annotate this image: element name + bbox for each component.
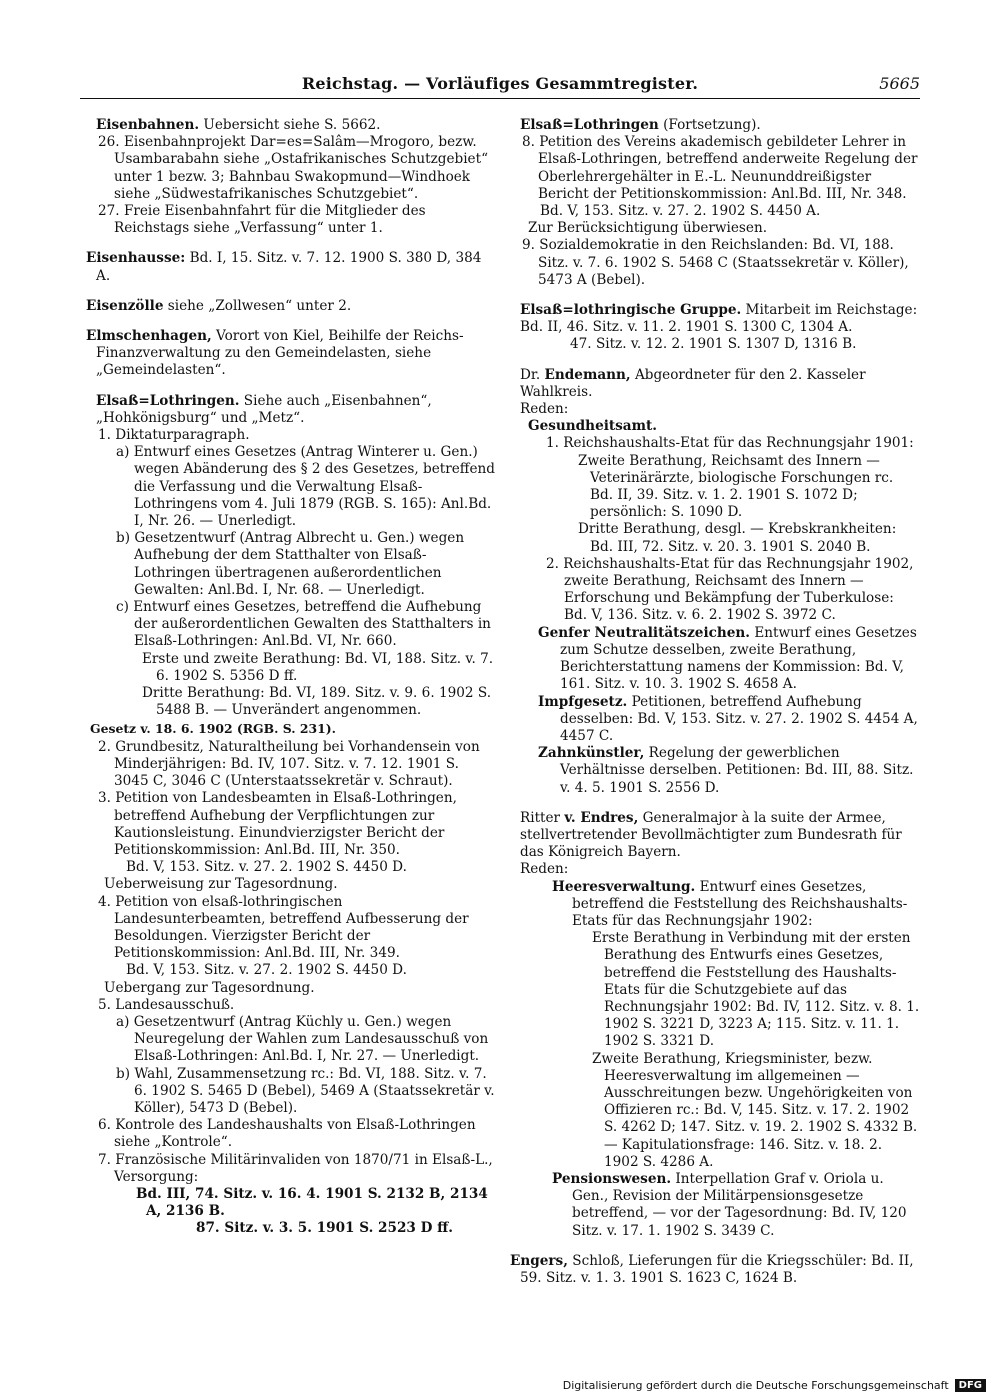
list-item: Bd. III, 74. Sitz. v. 16. 4. 1901 S. 2132 B, 2134 A, 2136 B. (136, 1185, 488, 1220)
list-item: 27. Freie Eisenbahnfahrt für die Mitglieder des Reichstags siehe „Verfassung“ unter 1. (98, 203, 426, 237)
entry-text: Uebersicht siehe S. 5662. (199, 117, 381, 133)
speeches-label: Reden: (520, 861, 569, 878)
list-item: Zweite Berathung, Kriegsminister, bezw. Heeresverwaltung im allgemeinen — Ausschreitungen bezw. Ungehörigkeiten von Offizieren rc.: Bd. V, 145. Sitz. v. 17. 2. 1902 S. 4262 D; 147. Sitz. v. 19. 2. 1902 S. 4332 B. — Kapitulationsfrage: 146. Sitz. v. 18. 2. 1902 S. 4286 A. (592, 1050, 918, 1170)
digitization-footer (563, 1379, 986, 1392)
list-item: 4. Petition von elsaß-lothringischen Landesunterbeamten, betreffend Aufbesserung der Besoldungen. Vierzigster Bericht der Petitionskommission: Anl.Bd. III, Nr. 349. (98, 893, 469, 962)
list-item: 87. Sitz. v. 3. 5. 1901 S. 2523 D ff. (196, 1220, 454, 1237)
entry-keyword: v. Endres, (564, 809, 639, 826)
list-item: Bd. V, 153. Sitz. v. 27. 2. 1902 S. 4450 A. (540, 203, 821, 220)
page-number: 5665 (879, 74, 920, 93)
list-item: a) Gesetzentwurf (Antrag Küchly u. Gen.) wegen Neuregelung der Wahlen zum Landesausschuß von Elsaß-Lothringen: Anl.Bd. I, Nr. 27. — Unerledigt. (116, 1013, 489, 1065)
list-item: 8. Petition des Vereins akademisch gebildeter Lehrer in Elsaß-Lothringen, betreffend anderweite Regelung der Oberlehrergehälter in E.-L. Neununddreißigster Bericht der Petitionskommission: Anl.Bd. III, Nr. 348. (522, 134, 918, 202)
entry-text: Bd. I, 15. Sitz. v. 7. 12. 1900 S. 380 D, 384 A. (96, 250, 482, 284)
entry-text: siehe „Zollwesen“ unter 2. (163, 297, 352, 314)
list-item: Erste Berathung in Verbindung mit der ersten Berathung des Entwurfs eines Gesetzes, betreffend die Feststellung des Haushalts-Etats für die Schutzgebiete auf das Rechnungsjahr 1902: Bd. IV, 112. Sitz. v. 8. 1. 1902 S. 3221 D, 3223 A; 115. Sitz. v. 11. 1. 1902 S. 3321 D. (592, 930, 920, 1050)
page-header (80, 74, 920, 98)
entry-elsass-lothringen-cont (510, 117, 920, 289)
subject-text: Entwurf eines Gesetzes, betreffend die Feststellung des Reichshaushalts-Etats für das Rechnungsjahr 1902: (572, 878, 908, 929)
entry-eisenbahnen (86, 117, 496, 237)
entry-keyword: Elmschenhagen, (86, 328, 212, 345)
list-item (520, 879, 920, 931)
list-item (520, 1171, 920, 1240)
subject-keyword: Zahnkünstler, (538, 745, 645, 762)
entry-keyword: Endemann, (544, 366, 631, 383)
list-item: c) Entwurf eines Gesetzes, betreffend die Aufhebung der außerordentlichen Gewalten des Statthalters in Elsaß-Lothringen: Anl.Bd. VI, Nr. 660. (116, 599, 491, 650)
list-item: b) Gesetzentwurf (Antrag Albrecht u. Gen.) wegen Aufhebung der dem Statthalter von Elsaß-Lothringen übertragenen außerordentlichen Gewalten: Anl.Bd. I, Nr. 68. — Unerledigt. (116, 530, 465, 598)
list-item: a) Entwurf eines Gesetzes (Antrag Winterer u. Gen.) wegen Abänderung des § 2 des Gesetzes, betreffend die Verfassung und die Verwaltung Elsaß-Lothringens vom 4. Juli 1879 (RGB. S. 165): Anl.Bd. I, Nr. 26. — Unerledigt. (116, 444, 495, 530)
entry-keyword: Elsaß=Lothringen. (96, 392, 240, 409)
law-reference: Gesetz v. 18. 6. 1902 (RGB. S. 231). (90, 720, 336, 736)
list-item: 5. Landesausschuß. (98, 996, 235, 1013)
list-item: b) Wahl, Zusammensetzung rc.: Bd. VI, 188. Sitz. v. 7. 6. 1902 S. 5465 D (Bebel), 5469 A (Staatssekretär v. Köller), 5473 D (Bebel). (116, 1065, 495, 1116)
list-item: Uebergang zur Tagesordnung. (104, 979, 315, 996)
entry-prefix: Dr. (520, 366, 545, 383)
list-item: 6. Kontrole des Landeshaushalts von Elsaß-Lothringen siehe „Kontrole“. (98, 1117, 476, 1151)
list-item: Zur Berücksichtigung überwiesen. (528, 220, 768, 237)
list-item: Erste und zweite Berathung: Bd. VI, 188. Sitz. v. 7. 6. 1902 S. 5356 D ff. (142, 650, 494, 684)
entry-elmschenhagen (86, 328, 496, 380)
entry-prefix: Ritter (520, 809, 565, 826)
entry-keyword: Eisenzölle (86, 297, 164, 314)
speeches-label: Reden: (520, 401, 569, 418)
list-item: Zweite Berathung, Reichsamt des Innern — Veterinärärzte, biologische Forschungen rc. Bd. II, 39. Sitz. v. 1. 2. 1901 S. 1072 D; persönlich: S. 1090 D. (578, 452, 894, 521)
entry-text: Mitarbeit im Reichstage: (741, 302, 918, 319)
list-item (520, 625, 920, 694)
entry-text: (Fortsetzung). (658, 117, 761, 133)
list-item: 1. Diktaturparagraph. (98, 427, 250, 444)
list-item: Bd. II, 46. Sitz. v. 11. 2. 1901 S. 1300 C, 1304 A. (520, 319, 853, 336)
list-item: 47. Sitz. v. 12. 2. 1901 S. 1307 D, 1316 B. (570, 336, 857, 353)
list-item: 2. Reichshaushalts-Etat für das Rechnungsjahr 1902, zweite Berathung, Reichsamt des Innern — Erforschung und Bekämpfung der Tuberkulose: Bd. V, 136. Sitz. v. 6. 2. 1902 S. 3972 C. (546, 555, 914, 624)
page-title: Reichstag. — Vorläufiges Gesammtregister. (301, 74, 699, 93)
entry-endemann (510, 367, 920, 797)
entry-text: Abgeordneter für den 2. Kasseler Wahlkreis. (520, 366, 866, 400)
entry-engers (510, 1253, 920, 1287)
subject-text: Interpellation Graf v. Oriola u. Gen., Revision der Militärpensionsgesetze betreffend, — vor der Tagesordnung: Bd. IV, 120 Sitz. v. 17. 1. 1902 S. 3439 C. (572, 1170, 907, 1239)
subject-keyword: Impfgesetz. (538, 693, 628, 710)
list-item: 7. Französische Militärinvaliden von 1870/71 in Elsaß-L., Versorgung: (98, 1151, 493, 1185)
list-item: Bd. V, 153. Sitz. v. 27. 2. 1902 S. 4450 D. (126, 962, 407, 979)
subject-keyword: Heeresverwaltung. (552, 878, 696, 895)
list-item: Dritte Berathung, desgl. — Krebskrankheiten: Bd. III, 72. Sitz. v. 20. 3. 1901 S. 2040 B. (578, 521, 897, 555)
subject-keyword: Genfer Neutralitätszeichen. (538, 624, 751, 641)
list-item: 1. Reichshaushalts-Etat für das Rechnungsjahr 1901: (546, 435, 914, 452)
entry-text: Siehe auch „Eisenbahnen“, „Hohkönigsburg“ und „Metz“. (96, 392, 432, 426)
entry-text: Generalmajor à la suite der Armee, stellvertretender Bevollmächtigter zum Bundesrath für das Königreich Bayern. (520, 809, 902, 861)
list-item: 26. Eisenbahnprojekt Dar=es=Salâm—Mrogoro, bezw. Usambarabahn siehe „Ostafrikanisches Schutzgebiet“ unter 1 bezw. 3; Bahnbau Swakopmund—Windhoek siehe „Südwestafrikanisches Schutzgebiet“. (98, 134, 489, 202)
list-item: Ueberweisung zur Tagesordnung. (104, 876, 338, 893)
list-item: 2. Grundbesitz, Naturaltheilung bei Vorhandensein von Minderjährigen: Bd. IV, 107. Sitz. v. 7. 12. 1901 S. 3045 C, 3046 C (Unterstaatssekretär v. Schraut). (98, 738, 480, 790)
left-column (86, 117, 496, 1251)
list-item: 3. Petition von Landesbeamten in Elsaß-Lothringen, betreffend Aufhebung der Verpflichtungen zur Kautionsleistung. Einundvierzigster Bericht der Petitionskommission: Anl.Bd. III, Nr. 350. (98, 790, 457, 858)
entry-keyword: Eisenbahnen. (96, 117, 200, 133)
header-rule (80, 98, 920, 99)
dfg-logo: DFG (955, 1379, 986, 1392)
entry-elsass-lothringen (86, 393, 496, 1238)
entry-eisenzoelle (86, 298, 496, 315)
entry-keyword: Elsaß=lothringische Gruppe. (520, 302, 742, 319)
subject-text: Regelung der gewerblichen Verhältnisse derselben. Petitionen: Bd. III, 88. Sitz. v. 4. 5. 1901 S. 2556 D. (560, 745, 914, 796)
list-item (520, 694, 920, 746)
subject-text: Petitionen, betreffend Aufhebung desselben: Bd. V, 153. Sitz. v. 27. 2. 1902 S. 4454 A, 4457 C. (560, 693, 918, 744)
entry-keyword: Elsaß=Lothringen (520, 117, 659, 133)
entry-text: Vorort von Kiel, Beihilfe der Reichs-Finanzverwaltung zu den Gemeindelasten, siehe „Gemeindelasten“. (96, 328, 464, 379)
subject-keyword: Pensionswesen. (552, 1170, 672, 1187)
list-item: 9. Sozialdemokratie in den Reichslanden: Bd. VI, 188. Sitz. v. 7. 6. 1902 S. 5468 C (Staatssekretär v. Köller), 5473 A (Bebel). (522, 237, 909, 288)
right-column (510, 117, 920, 1300)
entry-text: Schloß, Lieferungen für die Kriegsschüler: Bd. II, 59. Sitz. v. 1. 3. 1901 S. 1623 C, 1624 B. (520, 1252, 914, 1286)
entry-endres (510, 810, 920, 1240)
entry-keyword: Eisenhausse: (86, 250, 186, 267)
entry-keyword: Engers, (510, 1252, 568, 1269)
subject-text: Entwurf eines Gesetzes zum Schutze desselben, zweite Berathung, Berichterstattung namens der Kommission: Bd. V, 161. Sitz. v. 10. 3. 1902 S. 4658 A. (560, 624, 917, 693)
entry-eisenhausse (86, 250, 496, 284)
subject-heading: Gesundheitsamt. (528, 418, 658, 435)
list-item (520, 745, 920, 797)
footer-text: Digitalisierung gefördert durch die Deutsche Forschungsgemeinschaft (562, 1379, 949, 1392)
list-item: Dritte Berathung: Bd. VI, 189. Sitz. v. 9. 6. 1902 S. 5488 B. — Unverändert angenommen. (142, 685, 492, 719)
entry-elsass-lothringische-gruppe (510, 302, 920, 354)
list-item: Bd. V, 153. Sitz. v. 27. 2. 1902 S. 4450 D. (126, 859, 407, 876)
